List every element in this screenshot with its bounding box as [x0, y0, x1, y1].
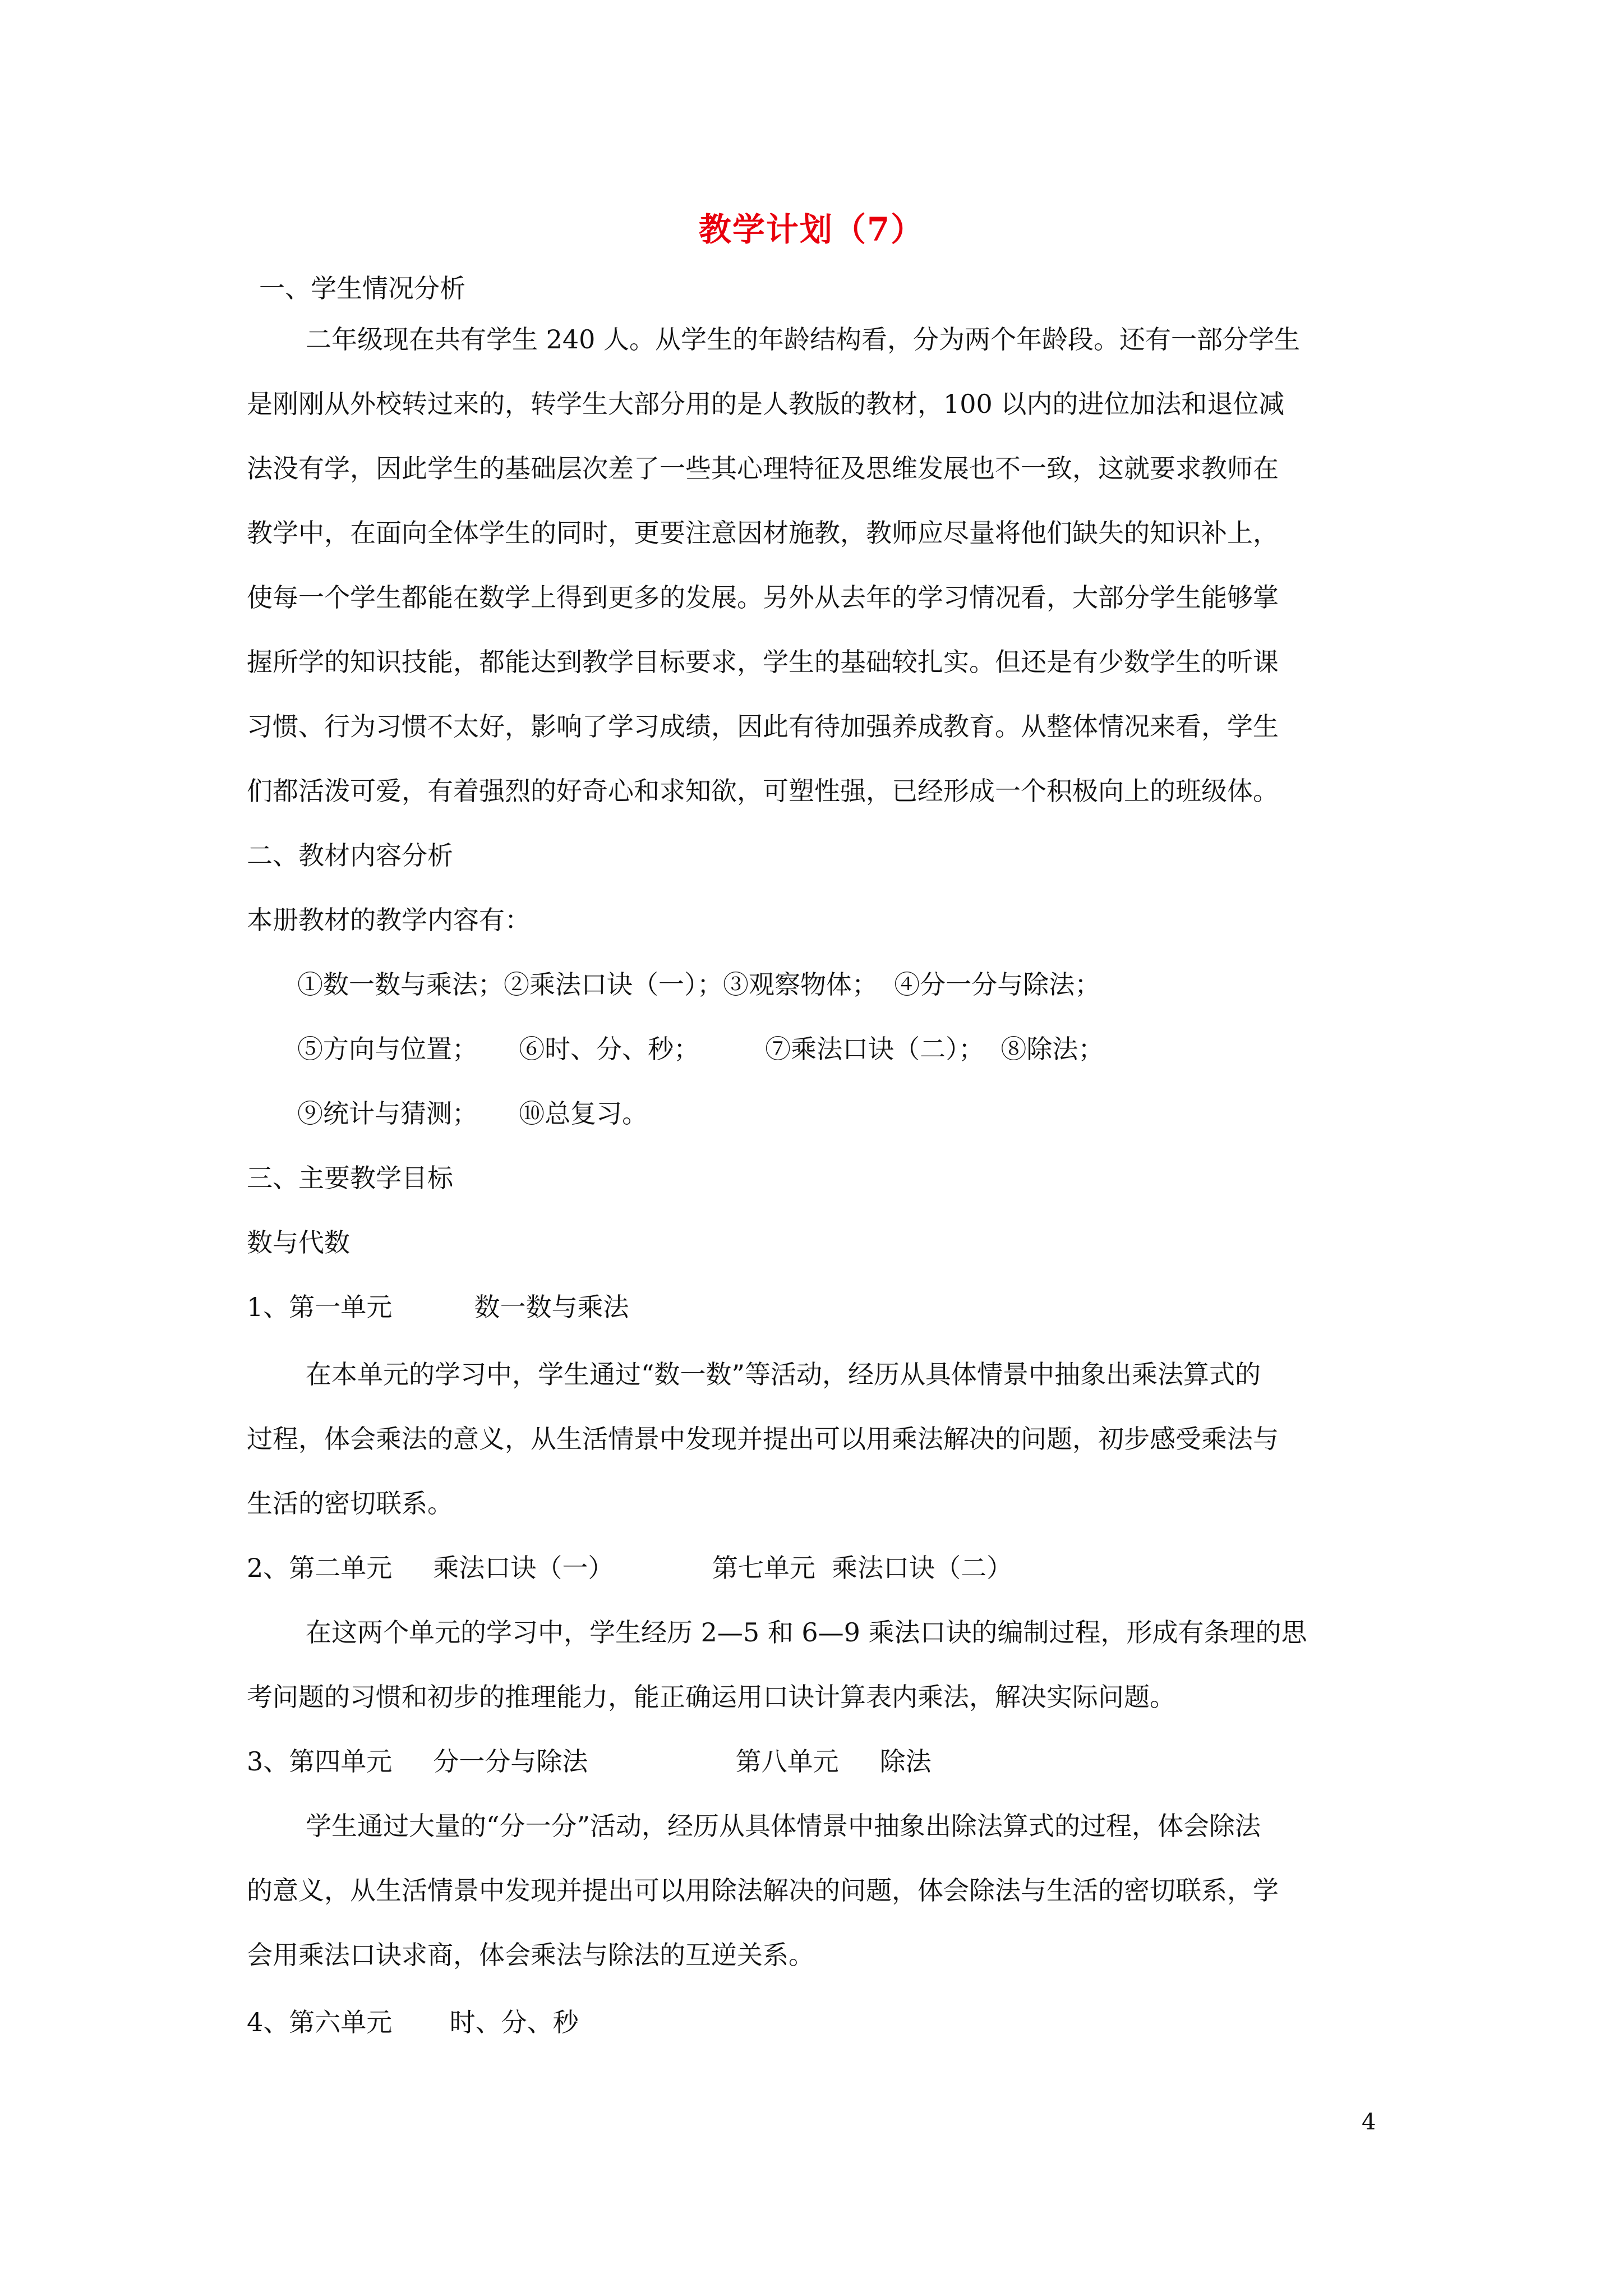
paragraph-line: 过程，体会乘法的意义，从生活情景中发现并提出可以用乘法解决的问题，初步感受乘法与 [247, 1424, 1279, 1454]
paragraph-line: 生活的密切联系。 [247, 1488, 453, 1519]
section-heading: 一、学生情况分析 [259, 273, 465, 303]
paragraph-line: 会用乘法口诀求商，体会乘法与除法的互逆关系。 [247, 1940, 814, 1970]
list-line: ①数一数与乘法；②乘法口诀（一）；③观察物体； ④分一分与除法； [297, 969, 1101, 1000]
list-line: ⑨统计与猜测； ⑩总复习。 [297, 1098, 648, 1129]
paragraph-line: 习惯、行为习惯不太好，影响了学习成绩，因此有待加强养成教育。从整体情况来看，学生 [247, 711, 1279, 742]
paragraph-line: 的意义，从生活情景中发现并提出可以用除法解决的问题，体会除法与生活的密切联系，学 [247, 1875, 1279, 1906]
paragraph-line: 考问题的习惯和初步的推理能力，能正确运用口诀计算表内乘法，解决实际问题。 [247, 1682, 1175, 1712]
paragraph-line: 握所学的知识技能，都能达到教学目标要求，学生的基础较扎实。但还是有少数学生的听课 [247, 647, 1279, 677]
section-heading: 二、教材内容分析 [247, 840, 453, 871]
page-number: 4 [1362, 2109, 1376, 2135]
paragraph-line: 使每一个学生都能在数学上得到更多的发展。另外从去年的学习情况看，大部分学生能够掌 [247, 582, 1279, 613]
document-title: 教学计划（7） [698, 210, 925, 249]
unit-heading: 1、第一单元 数一数与乘法 [247, 1292, 629, 1322]
paragraph-line: 在本单元的学习中，学生通过“数一数”等活动，经历从具体情景中抽象出乘法算式的 [306, 1359, 1261, 1389]
paragraph-line: 教学中，在面向全体学生的同时，更要注意因材施教，教师应尽量将他们缺失的知识补上， [247, 518, 1279, 548]
paragraph-line: 们都活泼可爱，有着强烈的好奇心和求知欲，可塑性强，已经形成一个积极向上的班级体。 [247, 776, 1279, 806]
paragraph-line: 本册教材的教学内容有： [247, 905, 531, 935]
unit-heading: 2、第二单元 乘法口诀（一） 第七单元 乘法口诀（二） [247, 1553, 1013, 1583]
paragraph-line: 法没有学，因此学生的基础层次差了一些其心理特征及思维发展也不一致，这就要求教师在 [247, 453, 1279, 484]
paragraph-line: 是刚刚从外校转过来的，转学生大部分用的是人教版的教材，100 以内的进位加法和退位减 [247, 389, 1285, 419]
paragraph-line: 在这两个单元的学习中，学生经历 2—5 和 6—9 乘法口诀的编制过程，形成有条理的思 [306, 1617, 1307, 1648]
paragraph-line: 二年级现在共有学生 240 人。从学生的年龄结构看，分为两个年龄段。还有一部分学生 [306, 324, 1301, 355]
section-heading: 三、主要教学目标 [247, 1163, 453, 1193]
paragraph-line: 学生通过大量的“分一分”活动，经历从具体情景中抽象出除法算式的过程，体会除法 [306, 1811, 1261, 1841]
subheading: 数与代数 [247, 1227, 350, 1258]
unit-heading: 3、第四单元 分一分与除法 第八单元 除法 [247, 1746, 932, 1777]
unit-heading: 4、第六单元 时、分、秒 [247, 2007, 579, 2037]
list-line: ⑤方向与位置； ⑥时、分、秒； ⑦乘法口诀（二）； ⑧除法； [297, 1034, 1104, 1064]
